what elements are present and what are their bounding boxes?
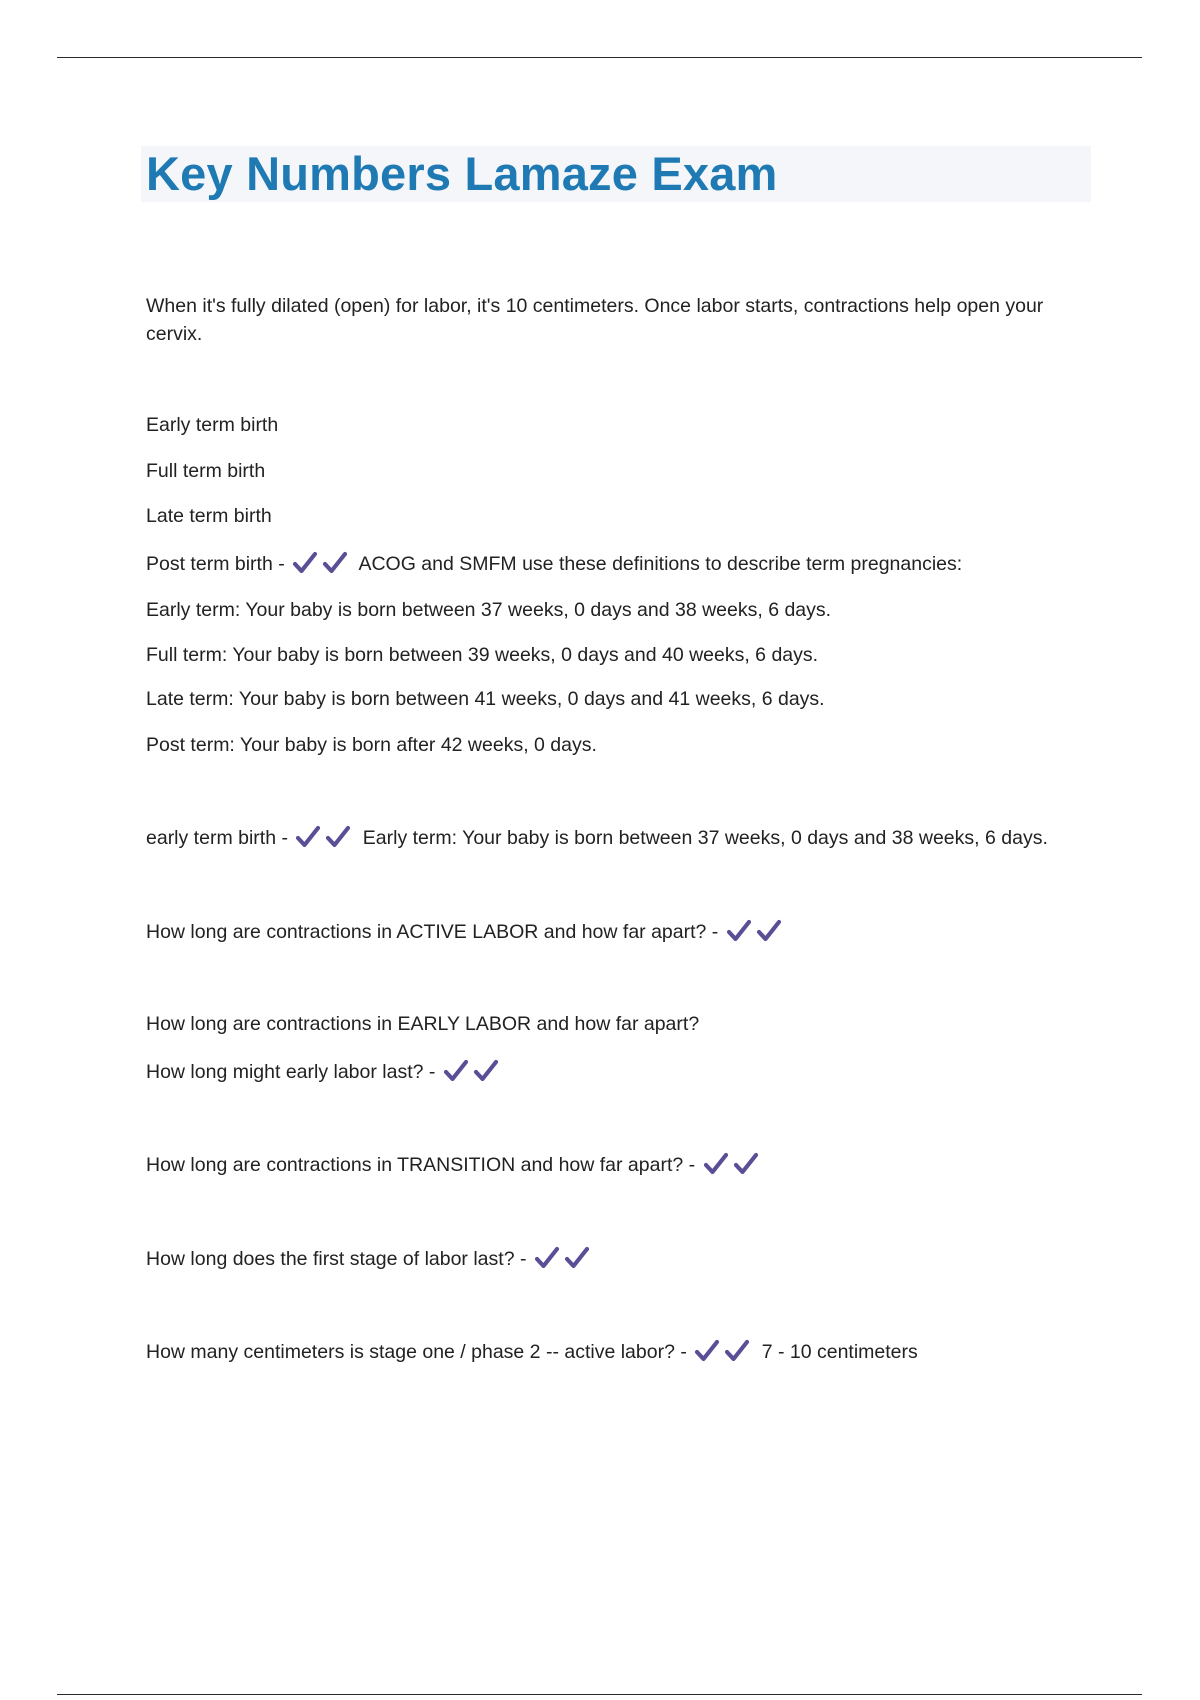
question-text: How long are contractions in TRANSITION and how far apart? - [146, 1154, 696, 1176]
check-pair [443, 1059, 503, 1091]
top-rule [57, 57, 1142, 58]
check-icon [703, 1152, 729, 1176]
definition-post: Post term: Your baby is born after 42 weeks, 0 days. [146, 734, 597, 756]
check-pair [703, 1152, 763, 1184]
check-icon [534, 1246, 560, 1270]
check-icon [564, 1246, 590, 1270]
active-labor-qa [146, 918, 788, 951]
check-icon [756, 919, 782, 943]
early-term-qa [146, 824, 1048, 857]
check-icon [726, 919, 752, 943]
check-icon [724, 1339, 750, 1363]
question-text: How long are contractions in ACTIVE LABOR and how far apart? - [146, 921, 719, 943]
check-pair [694, 1339, 754, 1371]
term-item-late: Late term birth [146, 505, 272, 527]
early-labor-duration-qa [146, 1058, 505, 1091]
definition-early: Early term: Your baby is born between 37 weeks, 0 days and 38 weeks, 6 days. [146, 599, 832, 621]
transition-qa [146, 1151, 765, 1184]
check-pair [292, 551, 352, 583]
question-text: How many centimeters is stage one / phase 2 -- active labor? - [146, 1341, 687, 1363]
answer-text: Early term: Your baby is born between 37 weeks, 0 days and 38 weeks, 6 days. [362, 827, 1048, 849]
bottom-rule [57, 1694, 1142, 1695]
intro-paragraph: When it's fully dilated (open) for labor, it's 10 centimeters. Once labor starts, contractions help open your cervix. [146, 295, 1044, 345]
check-pair [726, 919, 786, 951]
question-text: How long might early labor last? - [146, 1061, 436, 1083]
page-title: Key Numbers Lamaze Exam [146, 147, 778, 200]
check-icon [292, 551, 318, 575]
check-pair [295, 825, 355, 857]
check-icon [443, 1059, 469, 1083]
first-stage-qa [146, 1245, 596, 1278]
check-icon [322, 551, 348, 575]
post-term-qa [146, 550, 962, 583]
check-pair [534, 1246, 594, 1278]
answer-text: 7 - 10 centimeters [761, 1341, 918, 1363]
check-icon [295, 825, 321, 849]
definition-late: Late term: Your baby is born between 41 weeks, 0 days and 41 weeks, 6 days. [146, 688, 825, 710]
answer-text: ACOG and SMFM use these definitions to describe term pregnancies: [358, 553, 963, 575]
check-icon [473, 1059, 499, 1083]
stage-one-phase-two-qa [146, 1338, 918, 1371]
check-icon [733, 1152, 759, 1176]
definition-full: Full term: Your baby is born between 39 weeks, 0 days and 40 weeks, 6 days. [146, 644, 819, 666]
question-text: How long does the first stage of labor last? - [146, 1248, 527, 1270]
check-icon [325, 825, 351, 849]
question-text: Post term birth - [146, 553, 285, 575]
term-item-full: Full term birth [146, 460, 266, 482]
term-item-early: Early term birth [146, 414, 279, 436]
question-text: early term birth - [146, 827, 288, 849]
early-labor-question: How long are contractions in EARLY LABOR and how far apart? [146, 1013, 700, 1035]
check-icon [694, 1339, 720, 1363]
